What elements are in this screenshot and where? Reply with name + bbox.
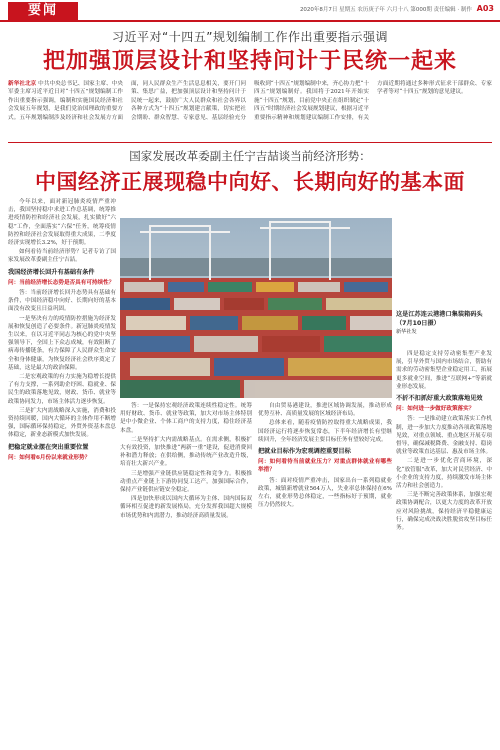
header-meta [300,4,494,13]
article2-col2 [120,402,252,746]
article2-col3 [258,402,392,746]
paragraph: 二是坚持扩大内需战略基点。在需求侧，积极扩大有效投资，加快推进“两新一重”建设，促进消费回补和潜力释放；在供给侧，推动传统产业改造升级，培育壮大新兴产业。 [120,436,252,468]
paragraph: 自由贸易港建设，推进区域协调发展，推动形成优势互补、高质量发展的区域经济布局。 [258,403,392,418]
article1-title: 把加强顶层设计和坚持问计于民统一起来 [42,49,457,74]
article2-title: 中国经济正展现稳中向好、长期向好的基本面 [35,170,465,194]
paragraph: 四是加快形成以国内大循环为主体、国内国际双循环相互促进的新发展格局，充分发挥我国超大规模市场优势和内需潜力，推动经济高质量发展。 [120,496,252,519]
paragraph: 答：一是推动建立政策落实工作机制，进一步加大力度推动各项政策落地见效，对重点领域、重点地区开展专项督导，确保减税降费、金融支持、稳岗就业等政策直达基层、惠及市场主体。 [396,416,492,456]
paragraph: 答：面对疫情严重冲击，国家出台一系列稳就业政策，城镇新增就业564万人，失业率总体保持在6%左右，就业形势总体稳定，一些指标好于预期，就业压力仍然较大。 [258,477,392,509]
paragraph: 三是不断完善政策体系，加强宏观政策协调配合，以更大力度的改革开放应对风险挑战，保持经济平稳健康运行，确保完成决战决胜脱贫攻坚目标任务。 [396,492,492,532]
article2-col4 [396,350,492,746]
subheading: 我国经济增长回升有基础有条件 [8,268,95,276]
article2-col1 [8,198,116,746]
article1-body [8,80,492,140]
paragraph: 答：当前经济增长回升态势具有基础有条件，中国经济稳中向好、长期向好的基本面没有改变且日益巩固。 [8,290,116,313]
paragraph: 二是宏观政策的有力实施为稳增长提供了有力支撑，一系列助企纾困、稳就业、保民生的政策落地见效，财政、货币、就业等政策协同发力，市场主体活力逐步恢复。 [8,374,116,405]
subheading: 不折不扣抓好重大政策落地见效 [396,395,483,403]
photo-caption: 这是江苏连云港港口集装箱码头（7月10日摄） 新华社发 [396,310,492,337]
question: 问：如何看6月份以来就业形势？ [8,454,91,461]
paragraph: 总体来看，随着疫情防控取得重大战略成果，我国经济运行将逐步恢复常态，下半年经济增长有望继续回升，全年经济发展主要目标任务有望较好完成。 [258,420,392,443]
article1-lead: 中共中央总书记、国家主席、中央军委主席习近平近日对“十四五”规划编制工作作出重要指示强调，编制和实施国民经济和社会发展五年规划，是我们党治国理政的重要方式。五年规划编制涉及经济和社会发展方方面面，同人民群众生产生活息息相关，要开门问策、集思广益，把加强顶层设计和坚持问计于民统一起来，鼓励广大人民群众和社会各界以各种方式为“十四五”规划建言献策，切实把社会期盼、群众智慧、专家意见、基层经验充分吸收到“十四五”规划编制中来，齐心协力把“十四五”规划编制好。我国将于2021年开始实施“十四五”规划，目前党中央正在组织制定“十四五”时期经济社会发展规划建议，根据习近平重要指示精神和规划建议编制工作安排，有关方面近期将通过多种形式征求干部群众、专家学者等对“十四五”规划的意见建议。 [8,81,492,121]
question: 问：当前经济增长态势是否具有可持续性？ [8,279,115,286]
paragraph: 如何看待当前经济形势？记者专访了国家发展改革委副主任宁吉喆。 [8,249,116,264]
question: 问：如何看待当前就业压力？对重点群体就业有哪些举措？ [258,459,392,474]
paragraph: 今年以来，面对新冠肺炎疫情严重冲击，我国坚持稳中求进工作总基调，统筹推进疫情防控和经济社会发展，扎实做好“六稳”工作，全面落实“六保”任务，统筹疫情防控和经济社会发展取得重大成果，二季度经济实现增长3.2%，好于预期。 [8,199,116,247]
page-header [0,0,500,22]
issue-info: 2020年8月7日 星期五 农历庚子年 六月十八 第000期 责任编辑 · 制作 [299,7,472,13]
article1-kicker: 习近平对“十四五”规划编制工作作出重要指示强调 [112,30,388,44]
paragraph: 一是坚决有力的疫情防控措施为经济发展和恢复创造了必要条件。新冠肺炎疫情发生以来，在以习近平同志为核心的党中央坚强领导下，全国上下众志成城，有效阻断了病毒传播链条，有力保障了人民群众生命安全和身体健康，为恢复经济社会秩序奠定了基础，这是最大的政治保障。 [8,315,116,371]
port-container-photo [120,218,392,398]
page-number: A03 [476,4,494,13]
question: 问：如何进一步做好政策落实？ [396,406,475,413]
paragraph: 答：一是保持宏观经济政策连续性稳定性。统筹用好财政、货币、就业等政策，加大对市场主体特别是中小微企业、个体工商户的支持力度，稳住经济基本盘。 [120,403,252,434]
divider [8,142,492,143]
subheading: 把稳定就业摆在突出重要位置 [8,443,89,451]
section-tag: 要闻 [8,2,78,20]
paragraph: 二是进一步优化营商环境，深化“放管服”改革，加大对民营经济、中小企业的支持力度，持续激发市场主体活力和社会创造力。 [396,458,492,490]
article2-kicker: 国家发展改革委副主任宁吉喆谈当前经济形势： [129,149,371,163]
article1-dateline: 新华社北京 [8,81,37,87]
paragraph: 三是扩大内需战略深入实施，消费和投资持续回暖，国内大循环的主体作用不断增强，国际循环保持稳定，外贸外资基本盘总体稳定，新业态新模式加快发展。 [8,407,116,439]
container-terminal-image [120,218,392,398]
photo-credit: 新华社发 [396,329,417,335]
subheading: 把就业目标作为宏观调控重要目标 [258,448,351,456]
paragraph: 三是增强产业链供应链稳定性和竞争力。积极推动重点产业链上下游协同复工达产，加强国际合作，保持产业链供应链安全稳定。 [120,470,252,494]
paragraph: 四是稳定支持劳动密集型产业发展，引导外贸与国内市场结合，帮助有需求的劳动密集型企业稳定用工，拓展更多就业空间，推进“互联网+”等新就业形态发展。 [396,351,492,390]
